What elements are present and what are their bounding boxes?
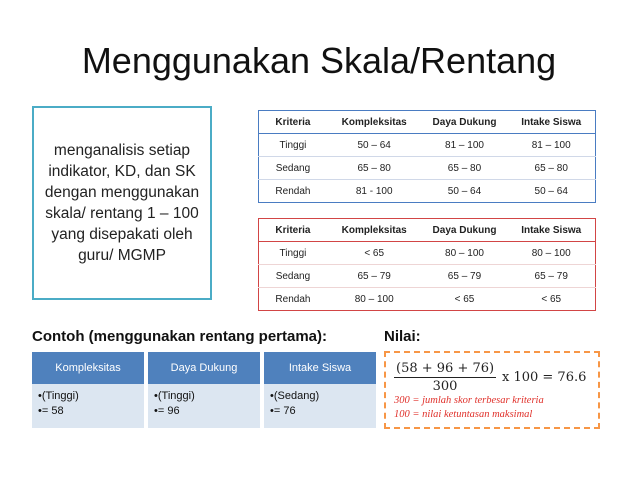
table-cell: 50 – 64: [507, 180, 595, 203]
table-cell: < 65: [422, 288, 508, 311]
card-line: •(Sedang): [270, 390, 320, 402]
table-cell: < 65: [507, 288, 595, 311]
card-line: •= 96: [154, 405, 180, 417]
header-daya-dukung: Daya Dukung: [422, 219, 508, 242]
card-body: [32, 384, 144, 428]
card-header: Kompleksitas: [32, 352, 144, 384]
table-cell: Sedang: [259, 157, 327, 180]
table-cell: Sedang: [259, 265, 327, 288]
table-cell: 65 – 79: [507, 265, 595, 288]
table-cell: 50 – 64: [422, 180, 508, 203]
table-header-row: [259, 219, 596, 242]
description-text: menganalisis setiap indikator, KD, dan SK dengan menggunakan skala/ rentang 1 – 100 yang disepakati oleh guru/ MGMP: [44, 142, 200, 264]
table-cell: Rendah: [259, 180, 327, 203]
nilai-heading: Nilai:: [384, 328, 421, 345]
fraction: [394, 361, 496, 394]
table-cell: Tinggi: [259, 242, 327, 265]
table-cell: < 65: [327, 242, 422, 265]
header-kriteria: Kriteria: [259, 219, 327, 242]
table-cell: 80 – 100: [422, 242, 508, 265]
formula-result: x 100 = 76.6: [502, 370, 587, 385]
table-cell: Tinggi: [259, 134, 327, 157]
table-cell: 65 – 79: [327, 265, 422, 288]
table-row: [259, 265, 596, 288]
table-row: [259, 242, 596, 265]
table-row: [259, 157, 596, 180]
criteria-table-1: [258, 110, 596, 203]
table-cell: 65 – 80: [422, 157, 508, 180]
description-box: [32, 106, 212, 300]
table-row: [259, 180, 596, 203]
card-kompleksitas: [32, 352, 144, 428]
header-kompleksitas: Kompleksitas: [327, 219, 422, 242]
card-line: •(Tinggi): [38, 390, 79, 402]
table-cell: Rendah: [259, 288, 327, 311]
formula-note-100: 100 = nilai ketuntasan maksimal: [394, 409, 533, 420]
card-body: [148, 384, 260, 428]
table-cell: 65 – 79: [422, 265, 508, 288]
card-intake-siswa: [264, 352, 376, 428]
table-cell: 81 – 100: [422, 134, 508, 157]
header-kriteria: Kriteria: [259, 111, 327, 134]
example-heading: Contoh (menggunakan rentang pertama):: [32, 328, 328, 345]
card-daya-dukung: [148, 352, 260, 428]
formula-box: [384, 351, 600, 429]
card-header: Daya Dukung: [148, 352, 260, 384]
table-row: [259, 134, 596, 157]
card-body: [264, 384, 376, 428]
table-header-row: [259, 111, 596, 134]
card-line: •= 58: [38, 405, 64, 417]
card-header: Intake Siswa: [264, 352, 376, 384]
table-cell: 65 – 80: [327, 157, 422, 180]
header-daya-dukung: Daya Dukung: [422, 111, 508, 134]
table-cell: 65 – 80: [507, 157, 595, 180]
card-line: •(Tinggi): [154, 390, 195, 402]
header-intake-siswa: Intake Siswa: [507, 111, 595, 134]
table-row: [259, 288, 596, 311]
header-kompleksitas: Kompleksitas: [327, 111, 422, 134]
table-cell: 81 - 100: [327, 180, 422, 203]
formula-note-300: 300 = jumlah skor terbesar kriteria: [394, 395, 544, 406]
criteria-table-2: [258, 218, 596, 311]
fraction-numerator: (58 + 96 + 76): [396, 361, 495, 376]
table-cell: 80 – 100: [327, 288, 422, 311]
card-line: •= 76: [270, 405, 296, 417]
slide-title: Menggunakan Skala/Rentang: [81, 40, 557, 81]
fraction-denominator: 300: [432, 379, 458, 394]
table-cell: 81 – 100: [507, 134, 595, 157]
table-cell: 80 – 100: [507, 242, 595, 265]
table-cell: 50 – 64: [327, 134, 422, 157]
header-intake-siswa: Intake Siswa: [507, 219, 595, 242]
